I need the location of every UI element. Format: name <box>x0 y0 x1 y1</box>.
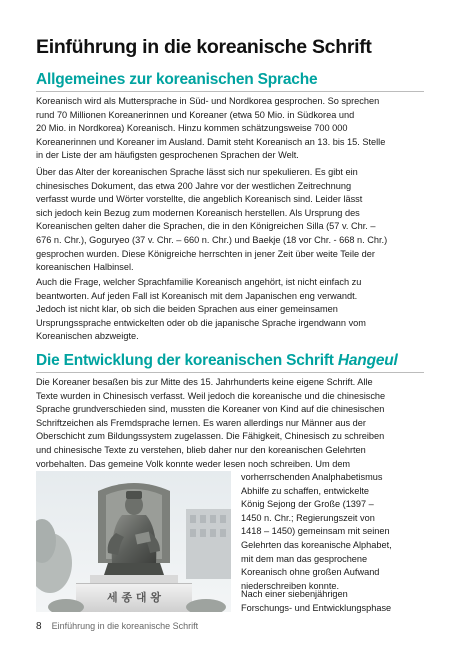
paragraph-sejong: vorherrschenden Analphabetismus Abhilfe zu schaffen, entwickelte König Sejong der Große (1397 – 1450 n. Chr.; Regierungszeit von 1418 – 1450) gemeinsam mit seinen Gelehrten das koreanische Alphabet, mit dem man das gesprochene Koreanisch ohne großen Aufwand niederschreiben konnte. <box>241 472 392 591</box>
section-heading-general: Allgemeines zur koreanischen Sprache <box>36 71 318 88</box>
page-title: Einführung in die koreanische Schrift <box>36 36 372 58</box>
paragraph-research: Nach einer siebenjährigen Forschungs- und Entwicklungsphase <box>241 589 392 613</box>
paragraph-age: Über das Alter der koreanischen Sprache lässt sich nur spekulieren. Es gibt ein chinesisches Dokument, das etwa 200 Jahre vor der westlichen Zeitrechnung verfasst wurde und Wörter vorstellte, die angeblich Koreanisch sind. Leider lässt sich jedoch kein Bezug zum modernen Koreanisch herstellen. Als Ursprung des Koreanischen gelten daher die Sprachen, die in den Königreichen Silla (57 v. Chr. – 676 n. Chr.), Goguryeo (37 v. Chr. – 660 n. Chr.) und Baekje (18 vor Chr. - 668 n. Chr.) gesprochen wurden. Diese Königreiche herrschten in jener Zeit über weite Teile der koreanischen Halbinsel. <box>36 167 388 273</box>
section-heading-hangeul: Die Entwicklung der koreanischen Schrift Hangeul <box>36 352 398 369</box>
section-rule <box>36 372 424 373</box>
statue-inscription: 세 종 대 왕 <box>107 591 161 604</box>
paragraph-language-family: Auch die Frage, welcher Sprachfamilie Koreanisch angehört, ist nicht einfach zu beantworten. Auf jeden Fall ist Koreanisch mit dem Japanischen eng verwandt. Jedoch ist nicht klar, ob sich die beiden Sprachen aus einer gemeinsamen Ursprungssprache entwickelten oder ob die japanische Sprache irgendwann vom Koreanischen abzweigte. <box>36 277 366 342</box>
sejong-statue-photo <box>36 471 231 612</box>
paragraph-history: Die Koreaner besaßen bis zur Mitte des 15. Jahrhunderts keine eigene Schrift. Alle Texte wurden in Chinesisch verfasst. Weil jedoch die koreanische und die chinesische Sprache grundverschieden sind, mussten die Koreaner von Kind auf die chinesischen Schriftzeichen als Fremdsprache lernen. Es waren allerdings nur Männer aus der Oberschicht zum Bildungssystem zugelassen. Die Fähigkeit, Chinesisch zu schreiben und chinesische Texte zu verstehen, blieb daher nur den koreanischen Gelehrten vorbehalten. Das gemeine Volk konnte weder lesen noch schreiben. Um dem <box>36 377 386 469</box>
running-title: Einführung in die koreanische Schrift <box>51 621 199 631</box>
page-number: 8 <box>36 621 42 632</box>
page-footer <box>36 621 198 632</box>
section-rule <box>36 91 424 92</box>
paragraph-speakers: Koreanisch wird als Muttersprache in Süd- und Nordkorea gesprochen. So sprechen rund 70 Millionen Koreanerinnen und Koreaner (etwa 50 Mio. in Südkorea und 20 Mio. in Nordkorea) Koreanisch. Hinzu kommen schätzungsweise 700 000 Koreanerinnen und Koreaner im Ausland. Damit steht Koreanisch an 13. bis 15. Stelle in der Liste der am häufigsten gesprochenen Sprachen der Welt. <box>36 96 386 161</box>
statue-illustration <box>36 471 231 612</box>
